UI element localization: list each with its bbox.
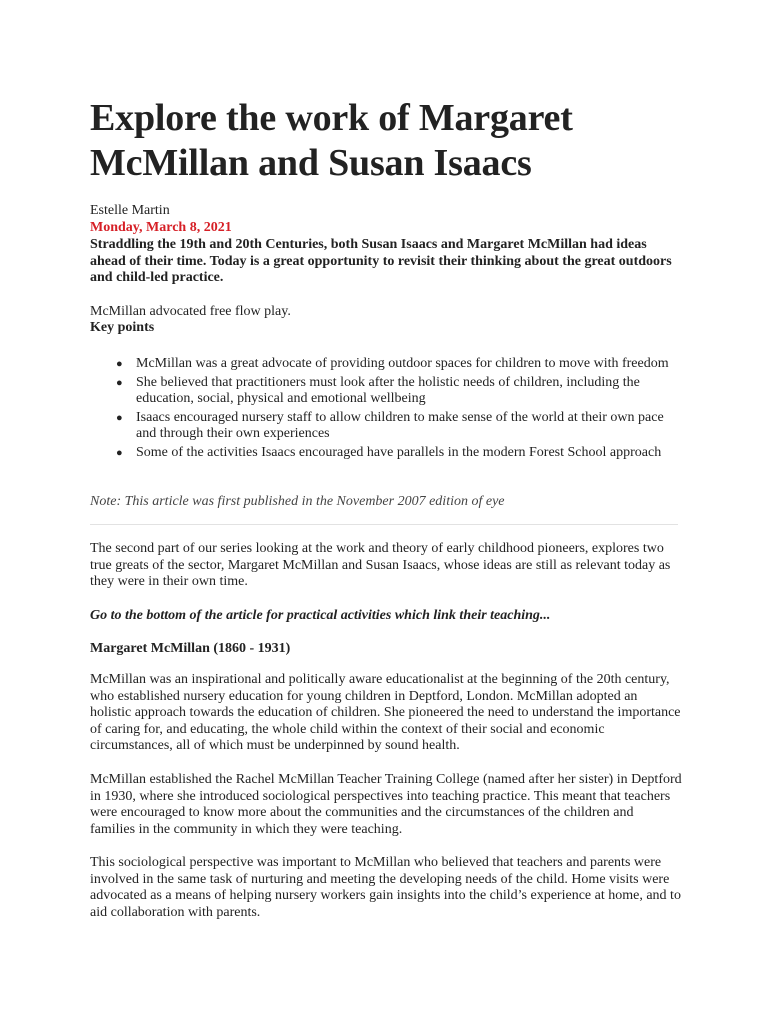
bullet-icon: ● bbox=[116, 376, 123, 389]
list-item-text: McMillan was a great advocate of providing outdoor spaces for children to move with freedom bbox=[136, 356, 669, 371]
article-author[interactable]: Estelle Martin bbox=[90, 203, 170, 218]
list-item-text: She believed that practitioners must look after the holistic needs of children, including the education, social, physical and emotional wellbeing bbox=[136, 374, 640, 406]
list-item bbox=[90, 356, 682, 373]
bullet-icon: ● bbox=[116, 411, 123, 424]
section-divider bbox=[90, 524, 678, 525]
article-standfirst: Straddling the 19th and 20th Centuries, both Susan Isaacs and Margaret McMillan had ideas ahead of their time. Today is a great opportunity to revisit their thinking about the great outdoors and child-led practice. bbox=[90, 237, 672, 285]
section-heading: Margaret McMillan (1860 - 1931) bbox=[90, 641, 291, 656]
list-item bbox=[90, 375, 682, 408]
body-paragraph: McMillan established the Rachel McMillan Teacher Training College (named after her sister) in Deptford in 1930, where she introduced sociological perspectives into teaching practice. This meant that teachers were encouraged to know more about the communities and the circumstances of the children and families in the community in which they were teaching. bbox=[90, 772, 682, 837]
bullet-icon: ● bbox=[116, 358, 123, 370]
activities-link: Go to the bottom of the article for practical activities which link their teaching... bbox=[90, 608, 551, 623]
article-date: Monday, March 8, 2021 bbox=[90, 220, 232, 235]
body-paragraph: This sociological perspective was important to McMillan who believed that teachers and parents were involved in the same task of nurturing and meeting the developing needs of the child. Home visits were advocated as a means of helping nursery workers gain insights into the child’s experience at home, and to aid collaboration with parents. bbox=[90, 855, 681, 920]
list-item-text: Isaacs encouraged nursery staff to allow children to make sense of the world at their own pace and through their own experiences bbox=[136, 409, 664, 441]
intro-paragraph: The second part of our series looking at the work and theory of early childhood pioneers, explores two true greats of the sector, Margaret McMillan and Susan Isaacs, whose ideas are still as relevant today as they were in their own time. bbox=[90, 541, 671, 590]
list-item bbox=[90, 445, 682, 462]
list-item bbox=[90, 410, 682, 443]
key-points-list bbox=[90, 356, 682, 463]
publication-note: Note: This article was first published in the November 2007 edition of eye bbox=[90, 494, 505, 509]
article-title: Explore the work of Margaret McMillan and Susan Isaacs bbox=[90, 97, 573, 184]
key-points-heading: Key points bbox=[90, 320, 155, 335]
list-item-text: Some of the activities Isaacs encouraged have parallels in the modern Forest School approach bbox=[136, 444, 662, 460]
image-caption: McMillan advocated free flow play. bbox=[90, 304, 291, 319]
body-paragraph: McMillan was an inspirational and politically aware educationalist at the beginning of the 20th century, who established nursery education for young children in Deptford, London. McMillan adopted an holistic approach towards the education of children. She pioneered the need to understand the importance of caring for, and educating, the whole child within the context of their social and economic circumstances, all of which must be underpinned by sound health. bbox=[90, 672, 681, 754]
bullet-icon: ● bbox=[116, 446, 123, 459]
